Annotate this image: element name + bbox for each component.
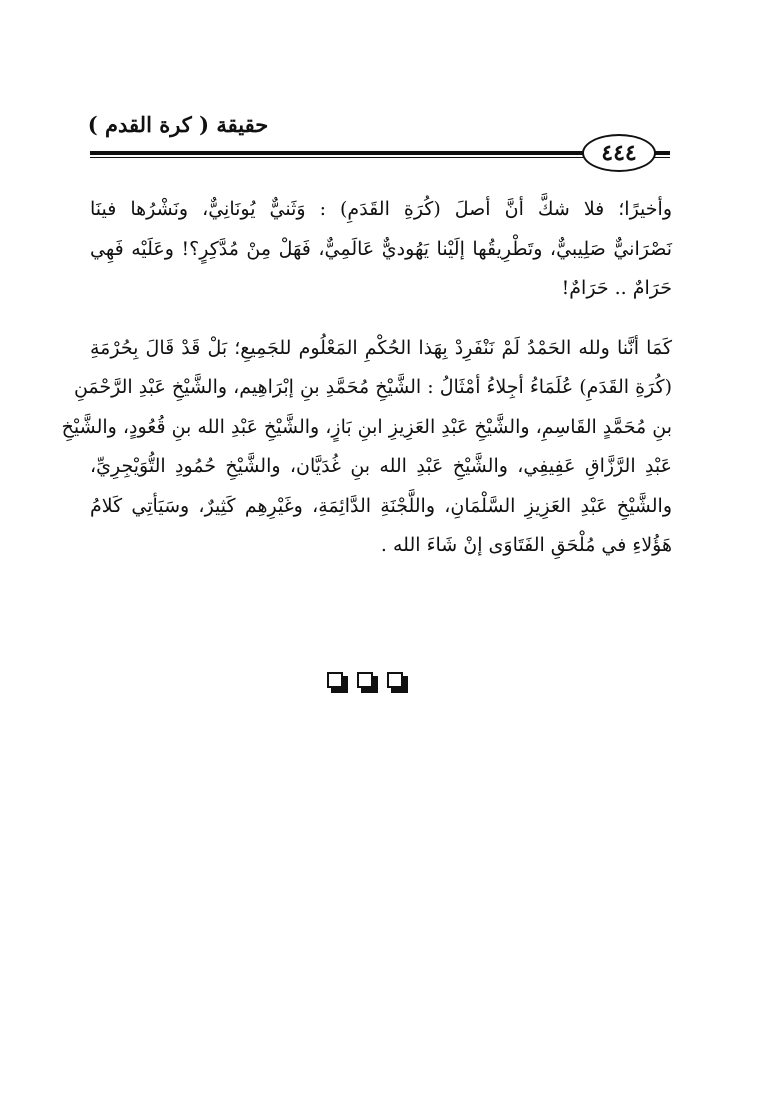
square-ornament-icon [357,672,379,694]
text-line: (كُرَةِ القَدَمِ) عُلَمَاءُ أجِلاءُ أمْثَالُ : الشَّيْخِ مُحَمَّدِ بنِ إبْرَاهِيم، والشَّيْخِ عَبْدِ الرَّحْمَنِ [73,376,672,398]
square-ornament-icon [387,672,409,694]
text-line: هَؤُلاءِ في مُلْحَقِ الفَتَاوَى إنْ شَاءَ الله . [380,534,672,556]
text-line: والشَّيْخِ عَبْدِ العَزِيزِ السَّلْمَانِ، واللَّجْنَةِ الدَّائِمَةِ، وغَيْرِهِم كَثِيرٌ، وسَيَأتِي كَلامُ [90,494,672,517]
running-title: حقيقة ( كرة القدم ) [87,112,269,137]
text-line: حَرَامٌ .. حَرَامٌ! [561,277,672,299]
header-rule-end [654,151,670,158]
text-line: كَمَا أنَّنا ولله الحَمْدُ لَمْ نَنْفَرِدْ بِهَذا الحُكْمِ المَعْلُوم للجَمِيعِ؛ بَلْ قَدْ قَالَ بِحُرْمَةِ [90,336,672,359]
page-header [0,0,760,180]
text-line: وأخيرًا؛ فلا شكَّ أنَّ أصلَ (كُرَةِ القَدَمِ) : وَثَنيٌّ يُونَانِيٌّ، ونَشْرُها فينَا [90,198,672,220]
text-line: بنِ مُحَمَّدٍ القَاسِمِ، والشَّيْخِ عَبْدِ العَزِيزِ ابنِ بَازٍ، والشَّيْخِ عَبْدِ الله بنِ قُعُودٍ، والشَّيْخِ [61,415,672,438]
text-line: عَبْدِ الرَّزَّاقِ عَفِيفِي، والشَّيْخِ عَبْدِ الله بنِ غُدَيَّان، والشَّيْخِ حُمُودِ التُّوَيْجِرِيِّ، [90,455,672,477]
section-end-ornament [327,672,417,696]
body-text [61,190,672,586]
text-line: نَصْرَانيٌّ صَلِيبيٌّ، وتَطْرِيقُها إلَيْنا يَهُوديٌّ عَالَمِيٌّ، فَهَلْ مِنْ مُدَّكِرٍ؟! وعَلَيْه فَهِي [90,237,672,260]
square-ornament-icon [327,672,349,694]
page-number-badge: ٤٤٤ [582,134,656,172]
paragraph-scholars [61,329,672,566]
paragraph-conclusion [90,190,672,309]
header-rule [90,151,590,158]
